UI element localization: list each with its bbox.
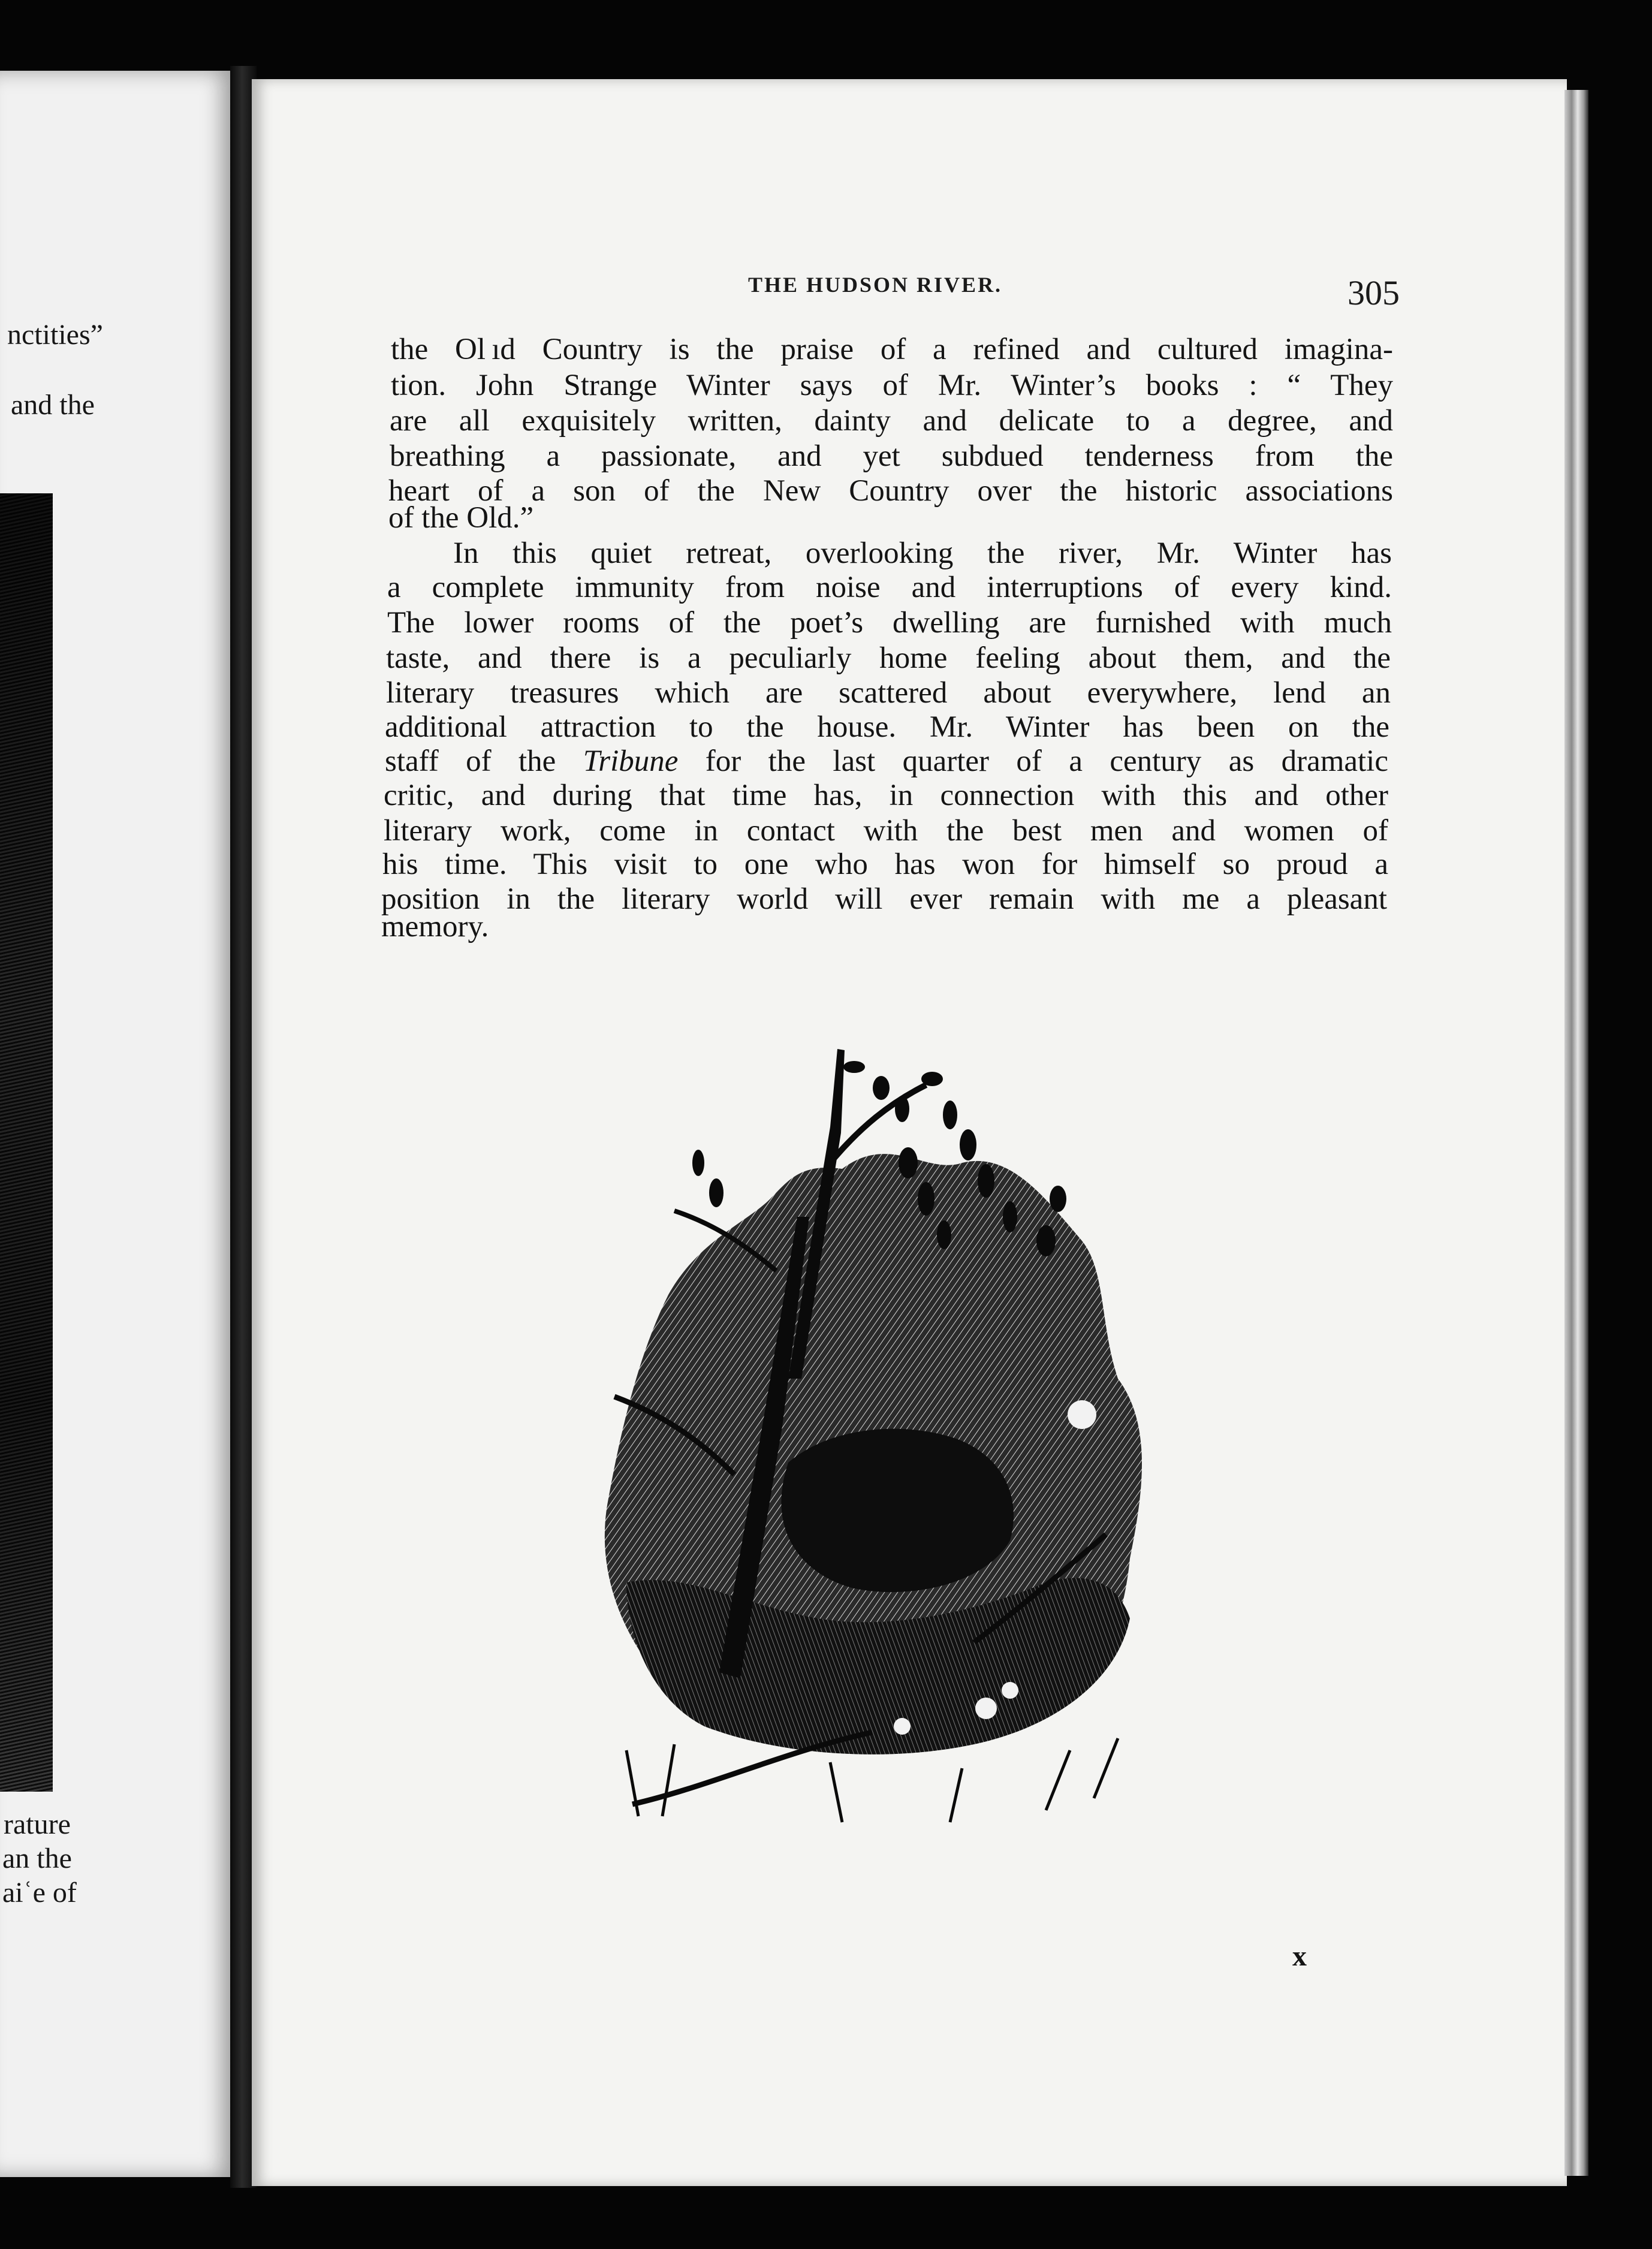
text-line: literary work, come in contact with the best men and women of: [384, 814, 1388, 848]
text-line: position in the literary world will ever remain with me a pleasant: [381, 882, 1387, 916]
left-facing-page: [0, 71, 237, 2177]
left-page-fragment-2: and the: [11, 389, 95, 421]
text-line: critic, and during that time has, in connection with this and other: [384, 779, 1388, 812]
text-line: tion. John Strange Winter says of Mr. Winter’s books : “ They: [391, 369, 1393, 402]
text-line: memory.: [381, 910, 489, 943]
woodcut-vignette-illustration: [590, 1043, 1175, 1834]
text-line: of the Old.”: [388, 501, 534, 535]
text-line: literary treasures which are scattered about everywhere, lend an: [386, 676, 1391, 710]
signature-mark: x: [1292, 1940, 1307, 1972]
text-line: the Ol ıd Country is the praise of a refined and cultured imagina-: [391, 333, 1393, 366]
text-line: taste, and there is a peculiarly home feeling about them, and the: [386, 641, 1391, 675]
left-page-fragment-4: an the: [2, 1843, 72, 1874]
text-line: In this quiet retreat, overlooking the river, Mr. Winter has: [453, 536, 1392, 570]
page-number: 305: [1347, 273, 1400, 312]
text-line: heart of a son of the New Country over the historic associations: [388, 474, 1393, 508]
text-segment: staff of the: [385, 744, 583, 778]
text-line: additional attraction to the house. Mr. Winter has been on the: [385, 710, 1389, 744]
left-page-fragment-5: aiʿe of: [2, 1877, 77, 1909]
text-line: breathing a passionate, and yet subdued tenderness from the: [390, 439, 1393, 473]
text-line: his time. This visit to one who has won for himself so proud a: [382, 848, 1388, 881]
dark-pool: [781, 1429, 1014, 1592]
text-line: a complete immunity from noise and interruptions of every kind.: [387, 571, 1392, 604]
running-head: THE HUDSON RIVER.: [748, 273, 1003, 297]
text-line-with-italic: [385, 743, 1388, 779]
page-edge-stack: [1564, 90, 1588, 2176]
text-line: The lower rooms of the poet’s dwelling are furnished with much: [387, 606, 1392, 640]
left-page-fragment-3: rature: [4, 1808, 71, 1840]
text-segment: for the last quarter of a century as dramatic: [678, 744, 1388, 778]
text-line: are all exquisitely written, dainty and delicate to a degree, and: [390, 404, 1393, 438]
left-page-engraving: [0, 493, 53, 1792]
italic-title: Tribune: [583, 744, 679, 778]
left-page-fragment-1: nctities”: [7, 319, 103, 351]
